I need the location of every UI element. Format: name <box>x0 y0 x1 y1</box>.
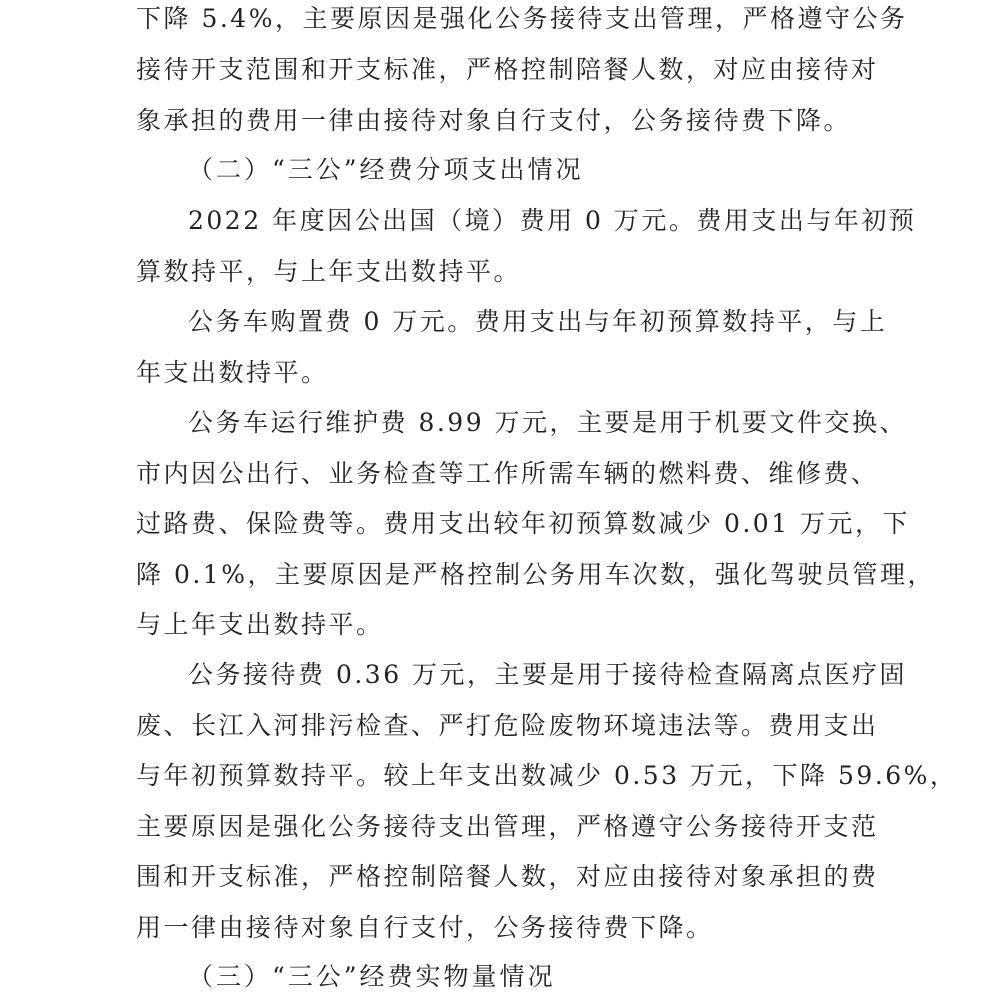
text-line: 与上年支出数持平。 <box>136 610 384 639</box>
text-line: 用一律由接待对象自行支付，公务接待费下降。 <box>136 913 714 942</box>
text-line: 降 0.1%，主要原因是严格控制公务用车次数，强化驾驶员管理， <box>136 560 935 589</box>
text-line: 年支出数持平。 <box>136 358 329 387</box>
text-line: 围和开支标准，严格控制陪餐人数，对应由接待对象承担的费 <box>136 862 879 891</box>
text-line: 接待开支范围和开支标准，严格控制陪餐人数，对应由接待对 <box>136 55 879 84</box>
section-heading: （三）“三公”经费实物量情况 <box>188 962 556 991</box>
text-line: 废、长江入河排污检查、严打危险废物环境违法等。费用支出 <box>136 711 879 740</box>
paragraph-first-line: 公务接待费 0.36 万元，主要是用于接待检查隔离点医疗固 <box>188 660 908 689</box>
text-line: 市内因公出行、业务检查等工作所需车辆的燃料费、维修费、 <box>136 459 879 488</box>
text-line: 象承担的费用一律由接待对象自行支付，公务接待费下降。 <box>136 106 852 135</box>
paragraph-first-line: 公务车运行维护费 8.99 万元，主要是用于机要文件交换、 <box>188 408 908 437</box>
paragraph-first-line: 公务车购置费 0 万元。费用支出与年初预算数持平，与上 <box>188 307 888 336</box>
text-line: 过路费、保险费等。费用支出较年初预算数减少 0.01 万元，下 <box>136 509 911 538</box>
paragraph-first-line: 2022 年度因公出国（境）费用 0 万元。费用支出与年初预 <box>188 206 917 235</box>
text-line: 与年初预算数持平。较上年支出数减少 0.53 万元，下降 59.6%， <box>136 761 958 790</box>
text-line: 主要原因是强化公务接待支出管理，严格遵守公务接待开支范 <box>136 812 879 841</box>
text-line: 下降 5.4%，主要原因是强化公务接待支出管理，严格遵守公务 <box>136 4 908 33</box>
section-heading: （二）“三公”经费分项支出情况 <box>188 155 584 184</box>
text-line: 算数持平，与上年支出数持平。 <box>136 257 522 286</box>
